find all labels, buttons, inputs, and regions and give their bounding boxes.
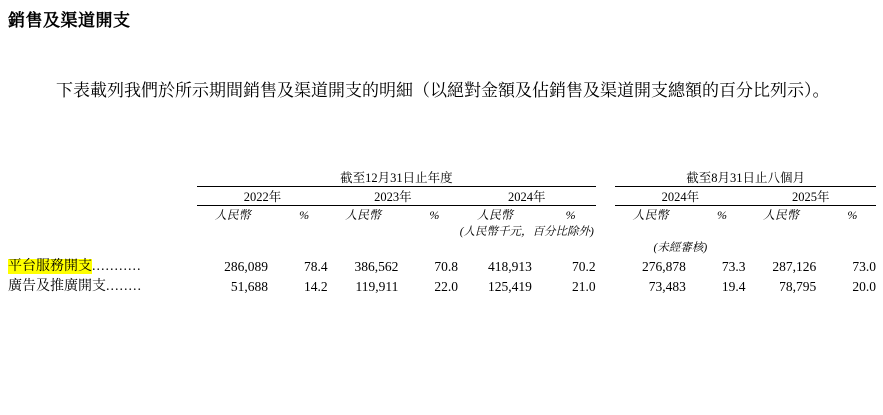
cell-value: 125,419 [487, 279, 532, 294]
cell-value: 286,089 [224, 259, 269, 274]
subheader-rmb-2022: 人民幣 [214, 208, 251, 222]
intro-paragraph: 下表載列我們於所示期間銷售及渠道開支的明細（以絕對金額及佔銷售及渠道開支總額的百分比列示）。 [56, 81, 830, 100]
cell-value: 21.0 [571, 279, 596, 294]
table-unit-note-row [8, 223, 876, 239]
cell-value: 276,878 [642, 259, 686, 274]
table-row [8, 275, 876, 295]
row-label-text: 廣告及推廣開支 [8, 279, 106, 294]
row-label-dots: ........ [106, 279, 142, 294]
empty-cell [8, 187, 197, 206]
year-header-2024: 2024年 [458, 187, 596, 206]
cell-value: 287,126 [772, 259, 817, 274]
cell-value: 70.8 [434, 259, 458, 274]
cell-value: 22.0 [434, 279, 458, 294]
group-gap [596, 168, 616, 187]
cell-value: 70.2 [571, 259, 596, 274]
empty-cell [8, 206, 197, 224]
cell-value: 418,913 [487, 259, 532, 274]
cell-value: 78,795 [779, 279, 817, 294]
table-sub-header-row [8, 206, 876, 224]
cell-value: 20.0 [852, 279, 876, 294]
group-gap [596, 206, 616, 224]
row-label-highlight: 平台服務開支 [8, 259, 92, 274]
unit-note: (人民幣千元，百分比除外) [459, 226, 594, 238]
group-header-eight-months: 截至8月31日止八個月 [615, 168, 876, 187]
empty-cell [8, 239, 197, 255]
table-audit-note-row [8, 239, 876, 255]
row-label-dots: ........... [92, 259, 142, 274]
subheader-pct-2023: % [429, 208, 440, 222]
page-title: 銷售及渠道開支 [8, 11, 131, 30]
year-header-2025-interim: 2025年 [746, 187, 876, 206]
group-header-annual: 截至12月31日止年度 [197, 168, 595, 187]
cell-value: 73.0 [852, 259, 876, 274]
table-group-header-row [8, 168, 876, 187]
subheader-rmb-2025-interim: 人民幣 [762, 208, 799, 222]
group-gap [596, 187, 616, 206]
group-gap [596, 223, 616, 239]
table-year-header-row [8, 187, 876, 206]
subheader-pct-2025-interim: % [847, 208, 858, 222]
subheader-pct-2024-interim: % [716, 208, 727, 222]
group-gap [596, 275, 616, 295]
table-row [8, 255, 876, 275]
subheader-rmb-2023: 人民幣 [345, 208, 382, 222]
subheader-rmb-2024-interim: 人民幣 [632, 208, 669, 222]
cell-value: 73.3 [721, 259, 746, 274]
group-gap [596, 239, 616, 255]
audit-note: (未經審核) [653, 242, 708, 254]
group-gap [596, 255, 616, 275]
subheader-pct-2024: % [565, 208, 576, 222]
cell-value: 386,562 [354, 259, 399, 274]
subheader-pct-2022: % [299, 208, 310, 222]
subheader-rmb-2024: 人民幣 [476, 208, 513, 222]
empty-cell [8, 168, 197, 187]
row-label-platform-service [8, 255, 197, 275]
year-header-2022: 2022年 [197, 187, 327, 206]
empty-cell [8, 223, 197, 239]
cell-value: 19.4 [721, 279, 746, 294]
year-header-2023: 2023年 [328, 187, 458, 206]
cell-value: 14.2 [304, 279, 328, 294]
financial-table [8, 168, 876, 295]
cell-value: 78.4 [304, 259, 328, 274]
year-header-2024-interim: 2024年 [615, 187, 745, 206]
cell-value: 119,911 [355, 279, 399, 294]
row-label-advertising-promotion [8, 275, 197, 295]
cell-value: 51,688 [230, 279, 269, 294]
cell-value: 73,483 [648, 279, 686, 294]
